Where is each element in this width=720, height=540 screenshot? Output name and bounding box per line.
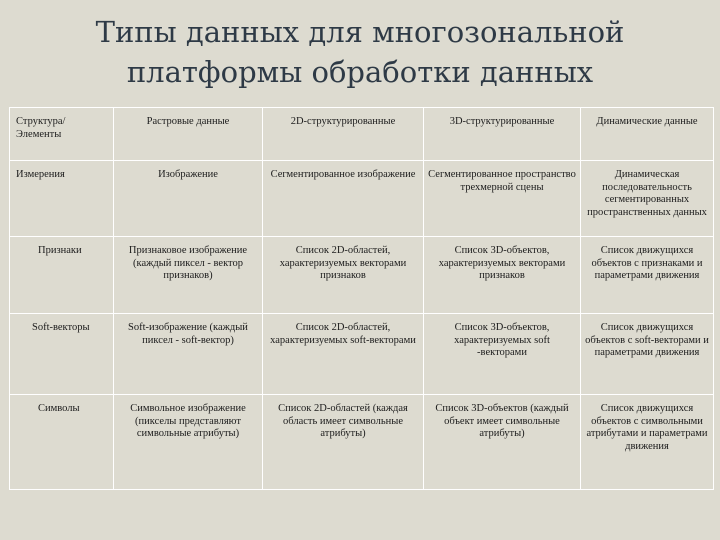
table-cell: Сегментированное изображение <box>263 161 424 237</box>
row-label-measurements: Измерения <box>10 161 114 237</box>
row-label-features: Признаки <box>10 237 114 314</box>
table-cell: Список движущихся объектов с признаками и параметрами движения <box>581 237 714 314</box>
table-row <box>10 237 714 314</box>
slide-title <box>0 12 720 92</box>
title-line-1: Типы данных для многозональной <box>95 15 625 49</box>
table-row <box>10 395 714 490</box>
table-cell: Признаковое изображение (каждый пиксел - вектор признаков) <box>114 237 263 314</box>
table-cell: Список 2D-областей, характеризуемых soft-векторами <box>263 314 424 395</box>
row-label-soft-vectors: Soft-векторы <box>10 314 114 395</box>
table-row <box>10 314 714 395</box>
header-cell-raster: Растровые данные <box>114 108 263 161</box>
table-cell: Изображение <box>114 161 263 237</box>
table-cell: Список 2D-областей, характеризуемых векторами признаков <box>263 237 424 314</box>
table-cell: Soft-изображение (каждый пиксел - soft-вектор) <box>114 314 263 395</box>
table-cell: Список 3D-объектов, характеризуемых soft -векторами <box>424 314 581 395</box>
table-cell: Символьное изображение (пикселы представляют символьные атрибуты) <box>114 395 263 490</box>
data-types-table <box>9 107 714 490</box>
header-cell-dynamic: Динамические данные <box>581 108 714 161</box>
table-row <box>10 161 714 237</box>
header-cell-2d: 2D-структурированные <box>263 108 424 161</box>
table-header-row <box>10 108 714 161</box>
row-label-symbols: Символы <box>10 395 114 490</box>
header-cell-structure: Структура/ Элементы <box>10 108 114 161</box>
table-cell: Список 3D-объектов, характеризуемых векторами признаков <box>424 237 581 314</box>
table-cell: Сегментированное пространство трехмерной сцены <box>424 161 581 237</box>
table-cell: Список движущихся объектов с символьными атрибутами и параметрами движения <box>581 395 714 490</box>
table-cell: Список 3D-объектов (каждый объект имеет символьные атрибуты) <box>424 395 581 490</box>
table-cell: Список движущихся объектов с soft-векторами и параметрами движения <box>581 314 714 395</box>
header-cell-3d: 3D-структурированные <box>424 108 581 161</box>
title-line-2: платформы обработки данных <box>126 55 594 89</box>
table-cell: Динамическая последовательность сегментированных пространственных данных <box>581 161 714 237</box>
table-cell: Список 2D-областей (каждая область имеет символьные атрибуты) <box>263 395 424 490</box>
